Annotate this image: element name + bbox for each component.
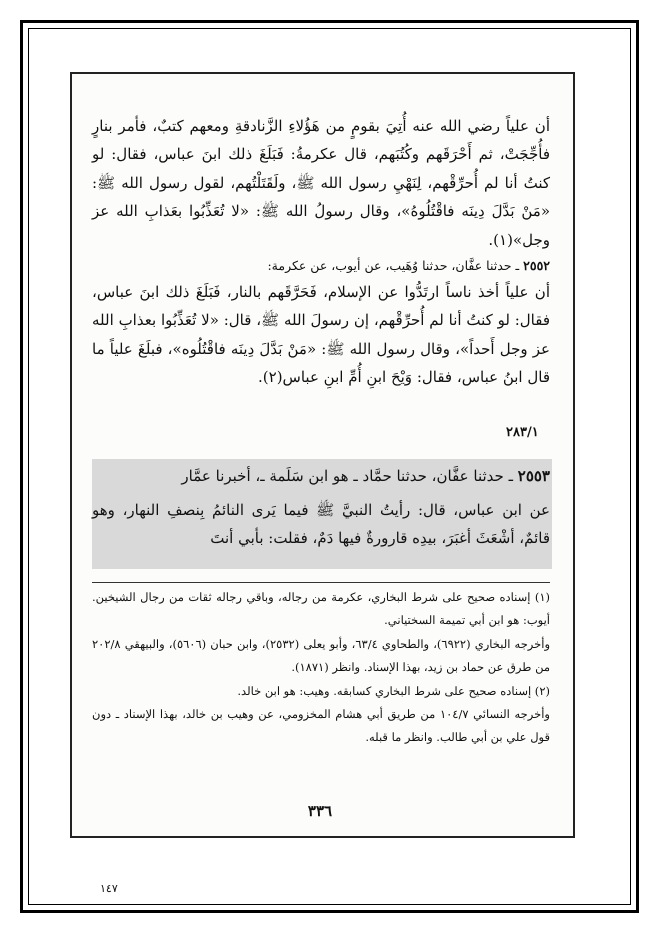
margin-reference: ٢٨٣/١ bbox=[506, 425, 539, 440]
page-number: ٣٣٦ bbox=[307, 802, 333, 820]
footnotes bbox=[92, 586, 550, 750]
hadith-2551-text: أن علياً رضي الله عنه أُتِيَ بقومٍ من هَؤُلاءِ الزَّنادقةِ ومعهم كتبٌ، فأمر بنارٍ فأُجِّجَتْ، ثم أَحْرَقَهم وكُتُبَهم، قال عكرمةُ: فَبَلَغَ ذلك ابنَ عباس، فقال: لو كنتُ أنا لم أُحرِّقْهم، لِنَهْيِ رسول الله ﷺ، ولَقَتَلْتُهم، لقول رسول الله ﷺ: «مَنْ بَدَّلَ دِينَه فاقْتُلُوهُ»، وقال رسولُ الله ﷺ: «لا تُعَذِّبُوا بعَذابِ الله عز وجل»(١). bbox=[92, 117, 550, 249]
footnote-2-line-1: (٢) إسناده صحيح على شرط البخاري كسابقه. وهيب: هو ابن خالد. bbox=[237, 683, 550, 698]
footnote-1-line-2: وأخرجه البخاري (٦٩٢٢)، والطحاوي ٦٣/٤، وأبو يعلى (٢٥٣٢)، وابن حبان (٥٦٠٦)، والبيهقي ٢٠٢/٨ من طرق عن حماد بن زيد، بهذا الإسناد. وانظر (١٨٧١). bbox=[92, 636, 551, 675]
footnote-2-line-2: وأخرجه النسائي ١٠٤/٧ من طريق أبي هشام المخزومي، عن وهيب بن خالد، بهذا الإسناد ـ دون قول علي بن أبي طالب. وانظر ما قبله. bbox=[92, 707, 550, 745]
hadith-2552-text: أن علياً أخذ ناساً ارتَدُّوا عن الإسلام، فَحَرَّقَهم بالنار، فَبَلَغَ ذلك ابنَ عباس، فقال: لو كنتُ أنا لم أُحرِّقْهم، إن رسولَ الله ﷺ، قال: «لا تُعَذِّبُوا بعذابِ الله عز وجل أَحداً»، وقال رسول الله ﷺ: «مَنْ بَدَّلَ دِينَه فاقْتُلُوه»، فبلَغَ علياً ما قال ابنُ عباس، فقال: وَيْحَ ابنِ أُمِّ ابنِ عباس(٢). bbox=[92, 283, 550, 387]
hadith-2553-number: ٢٥٥٣ bbox=[517, 467, 550, 485]
hadith-2552-header bbox=[92, 254, 550, 278]
footer-number: ١٤٧ bbox=[100, 882, 118, 895]
hadith-2553-text: عن ابن عباس، قال: رأيتُ النبيَّ ﷺ فيما يَرى النائمُ بِنصفِ النهار، وهو قائمٌ، أشْعَثَ أغبَرَ، بيدِه قارورةٌ فيها دَمٌ، فقلت: بأبي أنتَ bbox=[92, 501, 550, 547]
hadith-2553-header bbox=[92, 462, 550, 490]
hadith-2553 bbox=[92, 462, 550, 552]
hadith-2552-number: ٢٥٥٢ bbox=[523, 258, 550, 274]
main-text bbox=[92, 112, 550, 392]
footnote-divider bbox=[92, 582, 550, 583]
hadith-2552-isnad: ـ حدثنا عفَّان، حدثنا وُهَيب، عن أيوب، عن عكرمة: bbox=[267, 258, 520, 274]
hadith-2553-isnad: ـ حدثنا عفَّان، حدثنا حمَّاد ـ هو ابن سَلَمة ـ، أخبرنا عمَّار bbox=[181, 467, 513, 485]
footnote-1-line-1: (١) إسناده صحيح على شرط البخاري، عكرمة من رجاله، وباقي رجاله ثقات من رجال الشيخين. أيوب: هو ابن أبي تميمة السختياني. bbox=[92, 590, 550, 628]
